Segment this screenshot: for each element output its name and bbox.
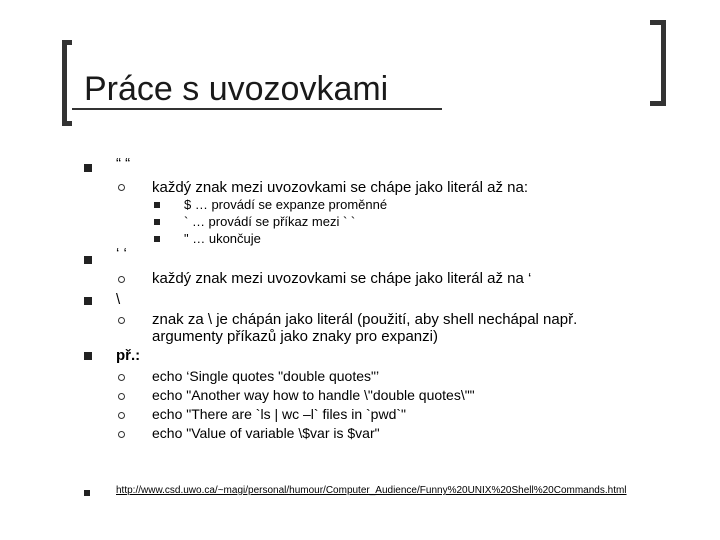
bullet-circle-icon (118, 374, 125, 381)
bullet-square-icon (154, 219, 160, 225)
single-quotes-description: každý znak mezi uvozovkami se chápe jako literál až na ‘ (152, 270, 532, 287)
example-variable: echo "Value of variable \$var is $var" (152, 425, 380, 441)
bullet-square-icon (154, 236, 160, 242)
double-quotes-label: “ “ (116, 155, 131, 172)
dq-exception-backtick: ` … provádí se příkaz mezi ` ` (184, 214, 356, 229)
bullet-square-icon (84, 297, 92, 305)
example-command-substitution: echo "There are `ls | wc –l` files in `pwd`" (152, 406, 406, 422)
example-escaped-quotes: echo "Another way how to handle \"double quotes\"" (152, 387, 475, 403)
bullet-circle-icon (118, 431, 125, 438)
bullet-square-icon (84, 352, 92, 360)
bullet-square-icon (84, 256, 92, 264)
backslash-description-line1: znak za \ je chápán jako literál (použití, aby shell nechápal např. (152, 311, 578, 328)
source-link[interactable]: http://www.csd.uwo.ca/~magi/personal/humour/Computer_Audience/Funny%20UNIX%20Shell%20Commands.html (116, 485, 627, 496)
slide-title: Práce s uvozovkami (84, 70, 389, 108)
bullet-square-icon (84, 164, 92, 172)
examples-label: př.: (116, 347, 141, 364)
backslash-label: \ (116, 291, 121, 308)
backslash-description-line2: argumenty příkazů jako znaky pro expanzi) (152, 328, 438, 345)
bullet-circle-icon (118, 184, 125, 191)
bullet-square-icon (154, 202, 160, 208)
bullet-circle-icon (118, 412, 125, 419)
bullet-square-icon (84, 490, 90, 496)
title-bracket-right (650, 20, 666, 106)
single-quotes-label: ‘ ‘ (116, 245, 127, 262)
bullet-circle-icon (118, 317, 125, 324)
example-single-quotes: echo ‘Single quotes "double quotes"’ (152, 368, 380, 384)
dq-exception-dollar: $ … provádí se expanze proměnné (184, 197, 388, 212)
bullet-circle-icon (118, 276, 125, 283)
double-quotes-description: každý znak mezi uvozovkami se chápe jako literál až na: (152, 179, 529, 196)
dq-exception-quote: " … ukončuje (184, 231, 261, 246)
title-bracket-left (62, 40, 72, 126)
bullet-circle-icon (118, 393, 125, 400)
